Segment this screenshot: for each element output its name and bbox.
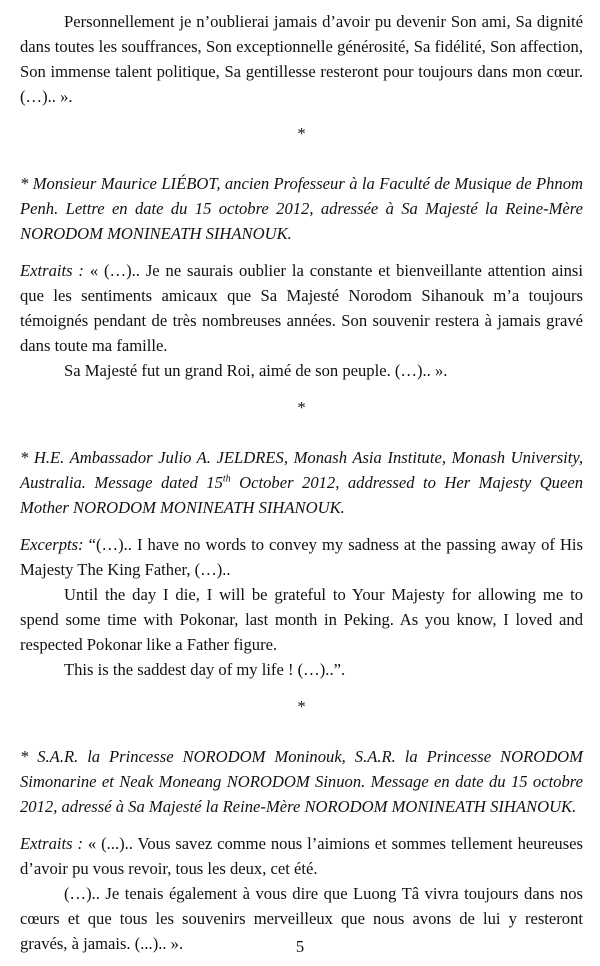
letter-heading-jeldres [20, 445, 583, 520]
excerpt-text: “(…).. I have no words to convey my sadness at the passing away of His Majesty The King Father, (…).. [20, 535, 583, 579]
excerpt-text: « (...).. Vous savez comme nous l’aimions et sommes tellement heureuses d’avoir pu vous revoir, tous les deux, cet été. [20, 834, 584, 878]
heading-text-part1: * H.E. Ambassador Julio A. JELDRES, Monash Asia Institute, Monash University, Australia. Message dated 15 [20, 448, 583, 492]
letter-heading-princesses: * S.A.R. la Princesse NORODOM Moninouk, S.A.R. la Princesse NORODOM Simonarine et Neak Moneang NORODOM Sinuon. Message en date du 15 octobre 2012, adressé à Sa Majesté la Reine-Mère NORODOM MONINEATH SIHANOUK. [20, 747, 583, 816]
excerpt-paragraph [20, 258, 583, 358]
excerpt-paragraph-2: (…).. Je tenais également à vous dire que Luong Tâ vivra toujours dans nos cœurs et que tous les souvenirs merveilleux que nous avons de lui y resteront gravés, à jamais. (...).. ». [20, 884, 583, 953]
excerpt-text: « (…).. Je ne saurais oublier la constante et bienveillante attention ainsi que les sentiments amicaux que Sa Majesté Norodom Sihanouk m’a toujours témoignés pendant de très nombreuses années. Son souvenir restera à jamais gravé dans toute ma famille. [20, 261, 583, 355]
excerpt-paragraph-2: Sa Majesté fut un grand Roi, aimé de son peuple. (…).. ». [64, 361, 448, 380]
page-body [20, 9, 583, 956]
excerpt-label: Extraits : [20, 261, 84, 280]
separator-star: * [297, 124, 306, 143]
separator-star: * [297, 697, 306, 716]
excerpt-paragraph-3: This is the saddest day of my life ! (…)..”. [64, 660, 346, 679]
closing-paragraph: Personnellement je n’oublierai jamais d’avoir pu devenir Son ami, Sa dignité dans toutes les souffrances, Son exceptionnelle générosité, Sa fidélité, Son affection, Son immense talent politique, Sa gentillesse resteront pour toujours dans mon cœur. (…).. ». [20, 12, 583, 106]
excerpt-paragraph [20, 532, 583, 582]
heading-text-part2: October 2012, addressed to Her Majesty Queen Mother NORODOM MONINEATH SIHANOUK. [20, 473, 584, 517]
excerpt-label: Extraits : [20, 834, 83, 853]
page-number: 5 [295, 937, 305, 956]
letter-heading-liebot: * Monsieur Maurice LIÉBOT, ancien Professeur à la Faculté de Musique de Phnom Penh. Lettre en date du 15 octobre 2012, adressée à Sa Majesté la Reine-Mère NORODOM MONINEATH SIHANOUK. [20, 174, 583, 243]
excerpt-paragraph-2: Until the day I die, I will be grateful to Your Majesty for allowing me to spend some time with Pokonar, last month in Peking. As you know, I loved and respected Pokonar like a Father figure. [20, 585, 583, 654]
excerpt-paragraph [20, 831, 583, 881]
separator-star: * [297, 398, 306, 417]
excerpt-label: Excerpts: [20, 535, 84, 554]
heading-superscript: th [222, 473, 231, 485]
